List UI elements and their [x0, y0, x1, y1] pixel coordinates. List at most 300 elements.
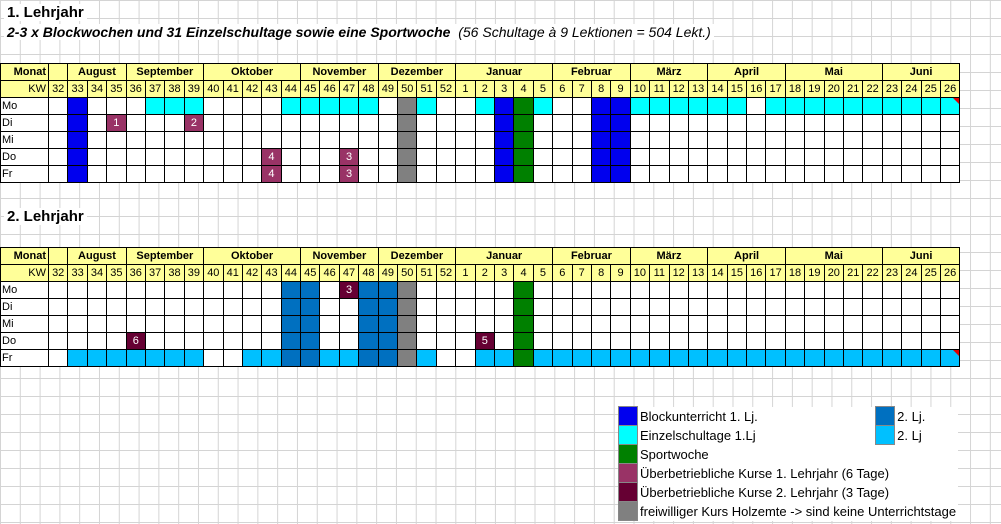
week-number: 13 — [688, 81, 707, 98]
day-label: Do — [1, 333, 49, 350]
calendar-cell — [301, 98, 320, 115]
calendar-cell — [301, 316, 320, 333]
calendar-cell — [591, 166, 610, 183]
calendar-cell — [611, 333, 630, 350]
week-number: 16 — [747, 81, 766, 98]
calendar-cell — [398, 350, 417, 367]
calendar-cell — [630, 282, 649, 299]
week-number: 7 — [572, 81, 591, 98]
calendar-cell — [359, 132, 378, 149]
calendar-cell — [572, 98, 591, 115]
week-number: 15 — [727, 81, 746, 98]
calendar-cell — [378, 333, 397, 350]
calendar-cell — [301, 299, 320, 316]
calendar-cell — [107, 98, 126, 115]
calendar-cell — [727, 316, 746, 333]
calendar-cell — [688, 350, 707, 367]
calendar-cell — [204, 350, 223, 367]
legend-label-holz: freiwilliger Kurs Holzemte -> sind keine Unterrichtstage — [638, 502, 959, 521]
calendar-cell — [456, 132, 475, 149]
calendar-cell — [688, 282, 707, 299]
calendar-cell — [611, 98, 630, 115]
calendar-cell — [475, 166, 494, 183]
calendar-cell — [68, 350, 87, 367]
subtitle-bold: 2-3 x Blockwochen und 31 Einzelschultage sowie eine Sportwoche — [7, 24, 451, 40]
calendar-cell — [398, 333, 417, 350]
calendar-cell — [87, 132, 106, 149]
calendar-cell — [863, 98, 882, 115]
calendar-cell — [417, 115, 436, 132]
week-number: 8 — [591, 265, 610, 282]
month-header: November — [301, 64, 379, 81]
calendar-cell — [553, 282, 572, 299]
calendar-cell — [902, 299, 921, 316]
calendar-cell — [223, 149, 242, 166]
week-number: 43 — [262, 81, 281, 98]
calendar-cell — [824, 316, 843, 333]
week-number: 34 — [87, 265, 106, 282]
calendar-cell — [262, 316, 281, 333]
calendar-cell — [281, 350, 300, 367]
calendar-cell — [824, 282, 843, 299]
calendar-cell — [475, 350, 494, 367]
calendar-cell — [417, 166, 436, 183]
day-label: Mi — [1, 132, 49, 149]
week-number: 17 — [766, 81, 785, 98]
calendar-cell — [456, 350, 475, 367]
week-number: 32 — [49, 265, 68, 282]
month-header: Oktober — [204, 64, 301, 81]
calendar-cell — [611, 282, 630, 299]
calendar-cell — [785, 350, 804, 367]
day-label: Do — [1, 149, 49, 166]
calendar-cell: 2 — [184, 115, 203, 132]
month-header: Februar — [553, 248, 631, 265]
calendar-cell — [107, 149, 126, 166]
calendar-cell — [591, 115, 610, 132]
week-number: 49 — [378, 265, 397, 282]
calendar-cell — [49, 299, 68, 316]
calendar-cell — [242, 333, 261, 350]
calendar-cell — [805, 132, 824, 149]
calendar-cell — [553, 316, 572, 333]
calendar-cell — [921, 132, 940, 149]
week-number: 42 — [242, 81, 261, 98]
calendar-cell — [242, 316, 261, 333]
week-number: 41 — [223, 81, 242, 98]
calendar-cell — [87, 98, 106, 115]
calendar-cell — [611, 115, 630, 132]
calendar-cell — [572, 350, 591, 367]
calendar-cell — [417, 350, 436, 367]
legend-swatch-holz — [619, 502, 638, 521]
legend-label-einzel1: Einzelschultage 1.Lj — [638, 426, 876, 445]
calendar-cell — [165, 350, 184, 367]
calendar-cell — [145, 115, 164, 132]
calendar-cell — [456, 149, 475, 166]
calendar-cell — [87, 316, 106, 333]
calendar-cell — [921, 282, 940, 299]
calendar-cell — [805, 166, 824, 183]
title-year2: 2. Lehrjahr — [4, 208, 87, 225]
calendar-cell — [398, 166, 417, 183]
calendar-cell: 4 — [262, 149, 281, 166]
calendar-cell — [281, 115, 300, 132]
calendar-year2 — [0, 247, 960, 367]
calendar-cell — [301, 350, 320, 367]
calendar-cell — [475, 282, 494, 299]
week-number: 3 — [494, 81, 513, 98]
calendar-cell — [824, 149, 843, 166]
calendar-cell — [727, 115, 746, 132]
week-number: 19 — [805, 265, 824, 282]
calendar-cell — [785, 98, 804, 115]
calendar-cell — [339, 350, 358, 367]
day-row — [1, 115, 960, 132]
calendar-cell — [669, 166, 688, 183]
calendar-cell — [940, 149, 959, 166]
calendar-cell — [514, 132, 533, 149]
calendar-cell — [262, 299, 281, 316]
calendar-cell — [708, 316, 727, 333]
calendar-cell — [204, 282, 223, 299]
day-row — [1, 149, 960, 166]
calendar-cell — [49, 115, 68, 132]
legend-swatch-sport — [619, 445, 638, 464]
calendar-cell — [339, 98, 358, 115]
week-number: 45 — [301, 81, 320, 98]
calendar-cell — [553, 132, 572, 149]
calendar-cell — [398, 98, 417, 115]
calendar-cell — [107, 282, 126, 299]
calendar-cell — [184, 282, 203, 299]
calendar-cell: 3 — [339, 149, 358, 166]
week-number: 52 — [436, 81, 455, 98]
day-row — [1, 166, 960, 183]
calendar-cell — [184, 333, 203, 350]
calendar-cell — [242, 166, 261, 183]
calendar-cell — [611, 350, 630, 367]
calendar-cell — [688, 166, 707, 183]
calendar-cell — [359, 350, 378, 367]
calendar-cell — [766, 282, 785, 299]
week-number: 42 — [242, 265, 261, 282]
calendar-cell — [863, 149, 882, 166]
calendar-cell — [844, 166, 863, 183]
calendar-cell — [514, 98, 533, 115]
calendar-cell — [204, 98, 223, 115]
calendar-cell — [378, 132, 397, 149]
month-header: März — [630, 248, 708, 265]
calendar-cell — [921, 350, 940, 367]
calendar-cell — [902, 149, 921, 166]
calendar-cell — [553, 98, 572, 115]
week-number: 34 — [87, 81, 106, 98]
calendar-cell — [727, 132, 746, 149]
calendar-cell — [87, 166, 106, 183]
legend — [618, 406, 958, 521]
calendar-cell — [921, 316, 940, 333]
calendar-cell — [882, 98, 901, 115]
calendar-cell — [165, 98, 184, 115]
week-number: 25 — [921, 265, 940, 282]
calendar-cell — [475, 115, 494, 132]
calendar-cell — [747, 333, 766, 350]
calendar-cell — [572, 132, 591, 149]
calendar-cell — [126, 149, 145, 166]
calendar-cell — [650, 98, 669, 115]
month-header: März — [630, 64, 708, 81]
calendar-cell — [882, 115, 901, 132]
calendar-cell — [398, 132, 417, 149]
calendar-cell — [747, 316, 766, 333]
calendar-cell — [940, 115, 959, 132]
calendar-cell — [87, 350, 106, 367]
calendar-cell — [378, 350, 397, 367]
calendar-cell — [145, 98, 164, 115]
week-number: 26 — [940, 265, 959, 282]
calendar-cell — [378, 115, 397, 132]
calendar-cell — [650, 132, 669, 149]
calendar-cell — [921, 166, 940, 183]
calendar-cell — [882, 333, 901, 350]
week-number: 37 — [145, 265, 164, 282]
week-number: 51 — [417, 81, 436, 98]
legend-swatch-einzel1 — [619, 426, 638, 445]
legend-label-kurs1: Überbetriebliche Kurse 1. Lehrjahr (6 Tage) — [638, 464, 959, 483]
week-number: 4 — [514, 81, 533, 98]
day-label: Fr — [1, 166, 49, 183]
calendar-cell — [650, 149, 669, 166]
calendar-cell — [359, 166, 378, 183]
week-number: 40 — [204, 265, 223, 282]
subtitle — [4, 24, 714, 40]
calendar-cell — [126, 115, 145, 132]
calendar-cell — [785, 299, 804, 316]
calendar-cell — [165, 282, 184, 299]
calendar-cell — [630, 333, 649, 350]
calendar-cell — [688, 316, 707, 333]
week-number: 45 — [301, 265, 320, 282]
calendar-cell — [863, 333, 882, 350]
calendar-cell — [359, 299, 378, 316]
calendar-cell — [242, 115, 261, 132]
calendar-cell — [165, 149, 184, 166]
calendar-cell — [688, 299, 707, 316]
calendar-cell — [456, 115, 475, 132]
calendar-cell — [281, 132, 300, 149]
legend-swatch-block1 — [619, 407, 638, 426]
calendar-cell — [204, 316, 223, 333]
calendar-cell — [727, 282, 746, 299]
calendar-cell — [940, 316, 959, 333]
calendar-cell — [940, 98, 959, 115]
calendar-cell — [514, 299, 533, 316]
calendar-cell — [320, 98, 339, 115]
calendar-cell — [456, 282, 475, 299]
calendar-cell — [882, 316, 901, 333]
calendar-cell — [630, 299, 649, 316]
calendar-cell — [747, 149, 766, 166]
day-row — [1, 350, 960, 367]
day-row — [1, 98, 960, 115]
calendar-cell: 6 — [126, 333, 145, 350]
calendar-cell — [49, 333, 68, 350]
calendar-cell — [262, 132, 281, 149]
calendar-cell — [436, 98, 455, 115]
calendar-cell — [669, 98, 688, 115]
calendar-cell — [611, 166, 630, 183]
week-number: 6 — [553, 265, 572, 282]
calendar-cell — [785, 316, 804, 333]
calendar-cell — [378, 282, 397, 299]
calendar-cell — [572, 282, 591, 299]
day-label: Di — [1, 299, 49, 316]
calendar-cell — [688, 98, 707, 115]
week-number: 6 — [553, 81, 572, 98]
calendar-cell — [844, 132, 863, 149]
day-label: Fr — [1, 350, 49, 367]
month-header: Oktober — [204, 248, 301, 265]
week-number: 20 — [824, 81, 843, 98]
calendar-cell — [553, 333, 572, 350]
calendar-cell — [107, 350, 126, 367]
calendar-cell — [456, 316, 475, 333]
calendar-cell — [785, 115, 804, 132]
calendar-cell — [940, 132, 959, 149]
day-label: Di — [1, 115, 49, 132]
week-number: 47 — [339, 265, 358, 282]
calendar-cell — [533, 132, 552, 149]
day-row — [1, 282, 960, 299]
week-number: 47 — [339, 81, 358, 98]
calendar-cell — [591, 299, 610, 316]
calendar-cell — [785, 166, 804, 183]
calendar-cell — [204, 299, 223, 316]
calendar-cell — [436, 115, 455, 132]
calendar-cell — [436, 299, 455, 316]
calendar-cell — [87, 333, 106, 350]
calendar-cell — [611, 316, 630, 333]
calendar-cell — [68, 149, 87, 166]
calendar-cell — [727, 350, 746, 367]
calendar-cell — [882, 299, 901, 316]
legend-label-kurs2: Überbetriebliche Kurse 2. Lehrjahr (3 Tage) — [638, 483, 959, 502]
calendar-cell — [184, 98, 203, 115]
calendar-cell — [494, 115, 513, 132]
calendar-cell — [262, 115, 281, 132]
calendar-cell — [940, 282, 959, 299]
calendar-cell — [844, 316, 863, 333]
calendar-cell — [145, 132, 164, 149]
calendar-cell — [514, 115, 533, 132]
calendar-cell — [824, 98, 843, 115]
week-number: 23 — [882, 81, 901, 98]
calendar-cell — [844, 149, 863, 166]
calendar-cell — [940, 299, 959, 316]
calendar-cell — [436, 316, 455, 333]
calendar-cell — [68, 115, 87, 132]
calendar-cell — [204, 149, 223, 166]
calendar-cell — [747, 299, 766, 316]
calendar-cell — [456, 299, 475, 316]
calendar-cell — [902, 282, 921, 299]
legend-label-block1: Blockunterricht 1. Lj. — [638, 407, 876, 426]
week-number: 7 — [572, 265, 591, 282]
week-number: 33 — [68, 265, 87, 282]
calendar-cell — [805, 299, 824, 316]
calendar-cell — [669, 350, 688, 367]
legend-label-block2: 2. Lj. — [895, 407, 958, 426]
calendar-cell — [514, 282, 533, 299]
calendar-cell — [766, 333, 785, 350]
calendar-cell — [572, 299, 591, 316]
calendar-cell — [165, 115, 184, 132]
day-row — [1, 299, 960, 316]
week-number: 33 — [68, 81, 87, 98]
calendar-cell — [533, 333, 552, 350]
calendar-cell — [494, 166, 513, 183]
calendar-cell — [320, 132, 339, 149]
calendar-cell — [378, 166, 397, 183]
week-number: 32 — [49, 81, 68, 98]
calendar-cell — [553, 149, 572, 166]
calendar-cell — [805, 115, 824, 132]
calendar-cell — [223, 115, 242, 132]
calendar-cell — [494, 132, 513, 149]
calendar-cell — [320, 350, 339, 367]
kw-label: KW — [1, 265, 49, 282]
calendar-cell — [844, 115, 863, 132]
calendar-cell — [242, 98, 261, 115]
calendar-cell — [359, 282, 378, 299]
calendar-cell — [650, 166, 669, 183]
calendar-cell — [669, 316, 688, 333]
calendar-cell — [436, 166, 455, 183]
calendar-cell — [494, 333, 513, 350]
calendar-cell — [204, 115, 223, 132]
calendar-cell — [398, 115, 417, 132]
calendar-cell — [747, 115, 766, 132]
day-label: Mi — [1, 316, 49, 333]
calendar-cell — [824, 299, 843, 316]
calendar-cell — [669, 115, 688, 132]
calendar-cell — [68, 98, 87, 115]
subtitle-rest: (56 Schultage à 9 Lektionen = 504 Lekt.) — [458, 24, 711, 40]
calendar-cell — [456, 98, 475, 115]
calendar-cell — [68, 333, 87, 350]
week-number: 22 — [863, 81, 882, 98]
calendar-cell — [688, 149, 707, 166]
day-label: Mo — [1, 282, 49, 299]
calendar-cell — [68, 166, 87, 183]
calendar-cell — [339, 333, 358, 350]
calendar-cell — [844, 333, 863, 350]
week-number: 48 — [359, 81, 378, 98]
calendar-cell — [262, 350, 281, 367]
calendar-cell — [126, 166, 145, 183]
calendar-cell — [630, 350, 649, 367]
calendar-cell — [281, 316, 300, 333]
calendar-cell — [456, 166, 475, 183]
week-number: 39 — [184, 265, 203, 282]
calendar-cell — [591, 98, 610, 115]
week-number: 9 — [611, 81, 630, 98]
calendar-cell — [572, 316, 591, 333]
calendar-cell — [533, 115, 552, 132]
calendar-cell — [126, 350, 145, 367]
calendar-cell — [359, 333, 378, 350]
